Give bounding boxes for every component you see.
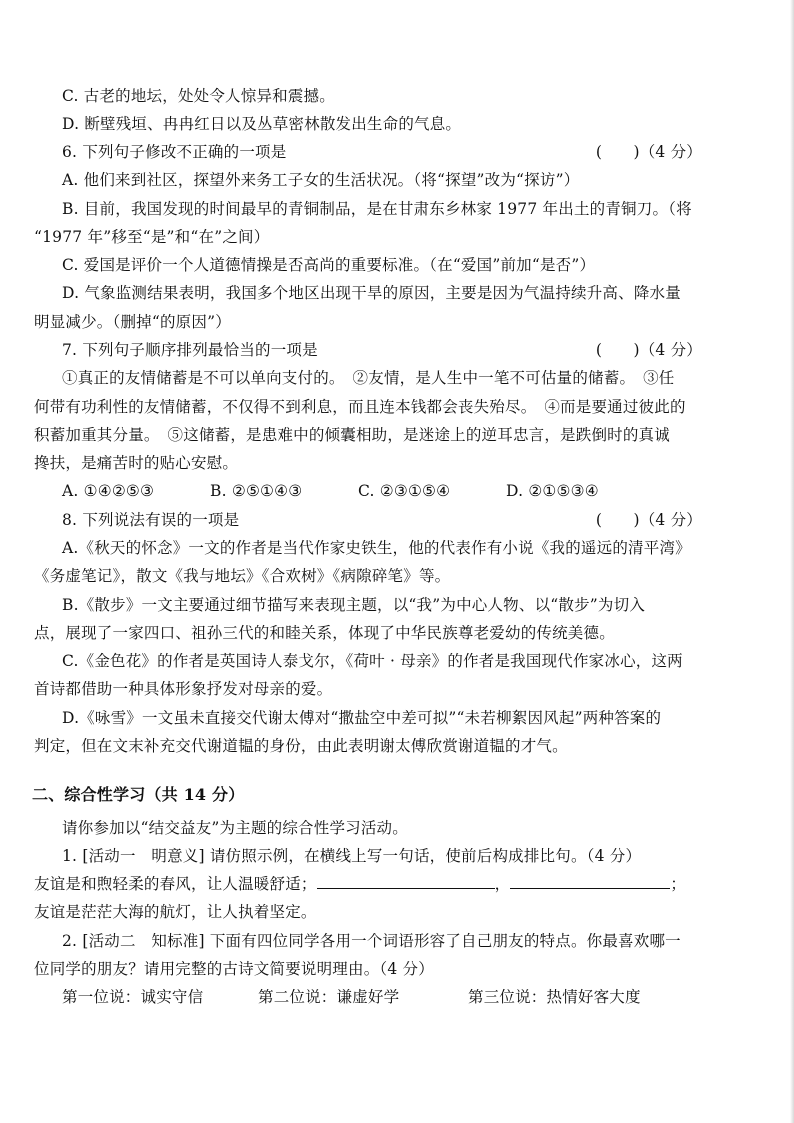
q7-option-a: A. ①④②⑤③ xyxy=(62,482,155,500)
q6-option-b-line1: B. 目前，我国发现的时间最早的青铜制品，是在甘肃东乡林家 1977 年出土的青铜刀。（将 xyxy=(62,200,692,218)
q6-option-d-line2: 明显减少。（删掉“的原因”） xyxy=(34,313,231,331)
section-2-intro: 请你参加以“结交益友”为主题的综合性学习活动。 xyxy=(62,819,408,837)
answer-blank-1[interactable] xyxy=(317,874,495,889)
speaker-3: 第三位说：热情好客大度 xyxy=(468,988,641,1006)
question-8-score: ( )（4 分） xyxy=(595,511,702,529)
answer-blank-2[interactable] xyxy=(510,874,670,889)
activity-2-prompt-line2: 位同学的朋友？请用完整的古诗文简要说明理由。（4 分） xyxy=(34,960,434,978)
q7-option-b: B. ②⑤①④③ xyxy=(210,482,303,500)
q6-option-d-line1: D. 气象监测结果表明，我国多个地区出现干旱的原因，主要是因为气温持续升高、降水量 xyxy=(62,284,681,302)
q7-option-c: C. ②③①⑤④ xyxy=(358,482,451,500)
question-8 xyxy=(62,510,702,530)
q8-option-b-line2: 点，展现了一家四口、祖孙三代的和睦关系，体现了中华民族尊老爱幼的传统美德。 xyxy=(34,624,615,642)
activity-1-comma: ， xyxy=(494,875,511,893)
q7-sentences-line4: 搀扶，是痛苦时的贴心安慰。 xyxy=(34,454,239,472)
question-6 xyxy=(62,142,702,162)
section-2-title: 二、综合性学习（共 14 分） xyxy=(32,785,245,804)
speaker-2: 第二位说：谦虚好学 xyxy=(258,988,400,1006)
question-6-stem: 6. 下列句子修改不正确的一项是 xyxy=(62,143,287,161)
activity-1-example-2: 友谊是茫茫大海的航灯，让人执着坚定。 xyxy=(34,903,317,921)
q8-option-d-line1: D.《咏雪》一文虽未直接交代谢太傅对“撒盐空中差可拟”“未若柳絮因风起”两种答案的 xyxy=(62,709,662,727)
activity-1-example-line xyxy=(34,874,704,894)
q6-option-c: C. 爱国是评价一个人道德情操是否高尚的重要标准。（在“爱国”前加“是否”） xyxy=(62,256,596,274)
q5-option-c: C. 古老的地坛，处处令人惊异和震撼。 xyxy=(62,87,335,105)
q8-option-c-line2: 首诗都借助一种具体形象抒发对母亲的爱。 xyxy=(34,680,333,698)
q8-option-b-line1: B.《散步》一文主要通过细节描写来表现主题，以“我”为中心人物、以“散步”为切入 xyxy=(62,596,646,614)
q8-option-a-line1: A.《秋天的怀念》一文的作者是当代作家史铁生，他的代表作有小说《我的遥远的清平湾》 xyxy=(62,539,691,557)
question-7-score: ( )（4 分） xyxy=(595,341,702,359)
speaker-1: 第一位说：诚实守信 xyxy=(62,988,204,1006)
question-7-stem: 7. 下列句子顺序排列最恰当的一项是 xyxy=(62,341,318,359)
activity-2-prompt-line1: 2. [活动二 知标准] 下面有四位同学各用一个词语形容了自己朋友的特点。你最喜欢哪一 xyxy=(62,932,681,950)
q7-sentences-line3: 积蓄加重其分量。 ⑤这储蓄，是患难中的倾囊相助，是迷途上的逆耳忠言，是跌倒时的真诚 xyxy=(34,426,670,444)
q5-option-d: D. 断壁残垣、冉冉红日以及丛草密林散发出生命的气息。 xyxy=(62,115,462,133)
activity-2-speakers xyxy=(62,987,702,1007)
q7-sentences-line2: 何带有功利性的友情储蓄，不仅得不到利息，而且连本钱都会丧失殆尽。 ④而是要通过彼此的 xyxy=(34,398,686,416)
q8-option-d-line2: 判定，但在文末补充交代谢道韫的身份，由此表明谢太傅欣赏谢道韫的才气。 xyxy=(34,737,568,755)
question-7 xyxy=(62,340,702,360)
activity-1-prompt: 1. [活动一 明意义] 请仿照示例，在横线上写一句话，使前后构成排比句。（4 分） xyxy=(62,847,642,865)
q7-options xyxy=(62,481,702,501)
q8-option-a-line2: 《务虚笔记》，散文《我与地坛》《合欢树》《病隙碎笔》等。 xyxy=(34,567,451,585)
activity-1-semicolon: ； xyxy=(670,875,687,893)
q7-sentences-line1: ①真正的友情储蓄是不可以单向支付的。 ②友情，是人生中一笔不可估量的储蓄。 ③任 xyxy=(62,369,675,387)
question-6-score: ( )（4 分） xyxy=(595,143,702,161)
q6-option-b-line2: “1977 年”移至“是”和“在”之间） xyxy=(34,228,270,246)
scan-edge-shadow xyxy=(790,0,794,1123)
q6-option-a: A. 他们来到社区，探望外来务工子女的生活状况。（将“探望”改为“探访”） xyxy=(62,171,580,189)
question-8-stem: 8. 下列说法有误的一项是 xyxy=(62,511,240,529)
activity-1-example-1: 友谊是和煦轻柔的春风，让人温暖舒适； xyxy=(34,875,317,893)
q8-option-c-line1: C.《金色花》的作者是英国诗人泰戈尔，《荷叶 · 母亲》的作者是我国现代作家冰心，这两 xyxy=(62,652,683,670)
q7-option-d: D. ②①⑤③④ xyxy=(506,482,599,500)
